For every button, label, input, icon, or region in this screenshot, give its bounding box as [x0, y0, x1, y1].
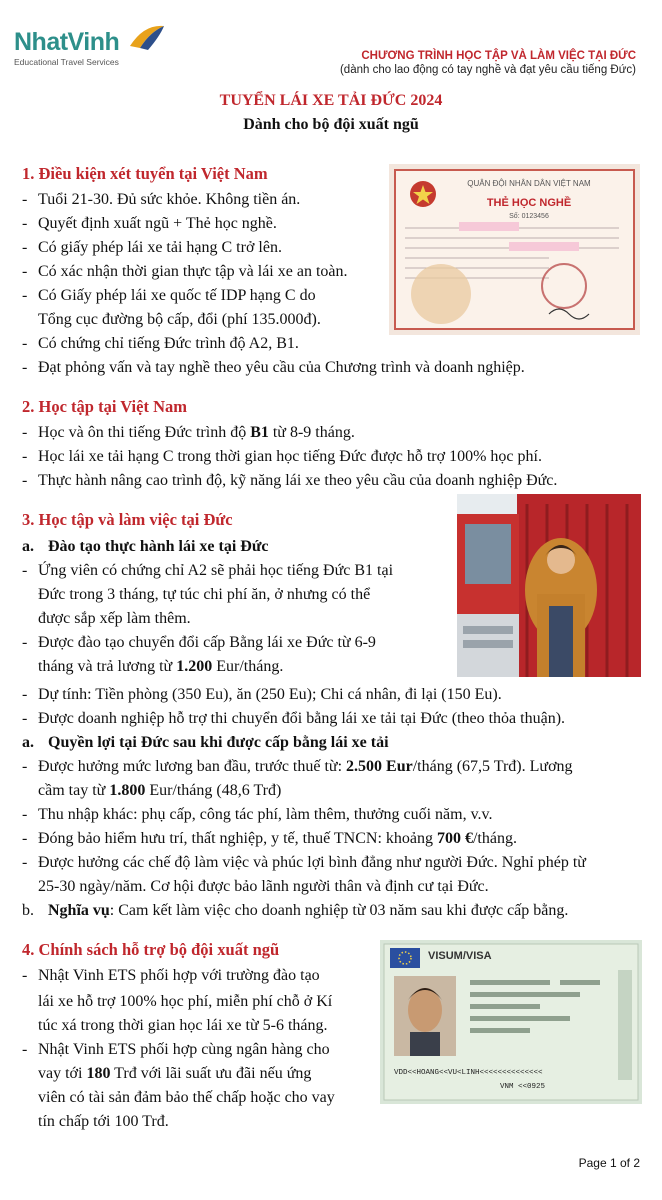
list-item-continuation: túc xá trong thời gian học lái xe từ 5-6 tháng. — [38, 1017, 328, 1034]
list-item: - Được đào tạo chuyển đổi cấp Bằng lái xe Đức từ 6-9 — [22, 634, 376, 651]
section-3-heading: 3. Học tập và làm việc tại Đức — [22, 510, 233, 529]
list-item: - Quyết định xuất ngũ + Thẻ học nghề. — [22, 215, 277, 232]
list-item: - Thực hành nâng cao trình độ, kỹ năng lái xe theo yêu cầu của doanh nghiệp Đức. — [22, 472, 558, 489]
section-2-heading: 2. Học tập tại Việt Nam — [22, 397, 187, 416]
subsection-b-heading: a. Quyền lợi tại Đức sau khi được cấp bằng lái xe tải — [22, 734, 389, 751]
list-item: - Ứng viên có chứng chỉ A2 sẽ phải học tiếng Đức B1 tại — [22, 562, 394, 579]
list-item-continuation: viên có tài sản đảm bảo thế chấp hoặc cho vay — [38, 1089, 335, 1106]
page-title: TUYỂN LÁI XE TẢI ĐỨC 2024 — [219, 92, 443, 109]
list-item: - Được hưởng các chế độ làm việc và phúc lợi bình đẳng như người Đức. Nghỉ phép từ — [22, 854, 586, 871]
list-item-continuation: Tổng cục đường bộ cấp, đổi (phí 135.000đ). — [38, 311, 321, 328]
list-item-continuation: lái xe hỗ trợ 100% học phí, miễn phí chỗ ở Kí — [38, 993, 333, 1010]
logo-swoosh-icon — [126, 22, 168, 52]
list-item: - Có chứng chỉ tiếng Đức trình độ A2, B1. — [22, 335, 299, 352]
page-subtitle: Dành cho bộ đội xuất ngũ — [243, 116, 419, 133]
list-item: - Được doanh nghiệp hỗ trợ thi chuyển đổi bằng lái xe tải tại Đức (theo thỏa thuận). — [22, 710, 566, 727]
list-item: - Có Giấy phép lái xe quốc tế IDP hạng C do — [22, 287, 316, 304]
visa-mrz-line-2: VNM <<0925 — [500, 1083, 546, 1091]
card-title: THẺ HỌC NGHỀ — [486, 197, 572, 209]
list-item: - Học và ôn thi tiếng Đức trình độ B1 từ 8-9 tháng. — [22, 424, 355, 441]
subsection-a-heading: a. Đào tạo thực hành lái xe tại Đức — [22, 538, 269, 555]
list-item-continuation: tháng và trả lương từ 1.200 Eur/tháng. — [38, 658, 284, 675]
list-item: - Nhật Vinh ETS phối hợp với trường đào tạo — [22, 967, 320, 984]
truck-driver-photo — [457, 494, 641, 677]
program-header — [340, 50, 636, 76]
list-item-continuation: được sắp xếp làm thêm. — [38, 610, 191, 627]
list-item: - Nhật Vinh ETS phối hợp cùng ngân hàng cho — [22, 1041, 330, 1058]
list-item-continuation: Đức trong 3 tháng, tự túc chi phí ăn, ở nhưng có thể — [38, 586, 371, 603]
list-item-continuation: vay tới 180 Trđ với lãi suất ưu đãi nếu ứng — [38, 1065, 312, 1082]
program-subtitle: (dành cho lao động có tay nghề và đạt yêu cầu tiếng Đức) — [339, 64, 636, 76]
list-item: - Đóng bảo hiểm hưu trí, thất nghiệp, y tế, thuế TNCN: khoảng 700 €/tháng. — [22, 830, 517, 847]
obligation-item: b. Nghĩa vụ: Cam kết làm việc cho doanh nghiệp từ 03 năm sau khi được cấp bằng. — [22, 902, 569, 919]
list-item-continuation: cầm tay từ 1.800 Eur/tháng (48,6 Trđ) — [38, 782, 282, 799]
list-item: - Đạt phỏng vấn và tay nghề theo yêu cầu của Chương trình và doanh nghiệp. — [22, 359, 525, 376]
list-item: - Dự tính: Tiền phòng (350 Eu), ăn (250 Eu); Chi cá nhân, đi lại (150 Eu). — [22, 686, 502, 703]
page-number: Page 1 of 2 — [578, 1156, 640, 1170]
section-4-heading: 4. Chính sách hỗ trợ bộ đội xuất ngũ — [22, 940, 280, 959]
visa-image — [380, 940, 642, 1104]
card-org: QUÂN ĐỘI NHÂN DÂN VIỆT NAM — [467, 179, 591, 188]
section-1-heading: 1. Điều kiện xét tuyển tại Việt Nam — [22, 164, 268, 183]
visa-label: VISUM/VISA — [428, 950, 492, 962]
logo-brand: NhatVinh — [14, 28, 120, 56]
list-item: - Thu nhập khác: phụ cấp, công tác phí, làm thêm, thưởng cuối năm, v.v. — [22, 806, 493, 823]
card-number: Số: 0123456 — [509, 213, 549, 220]
list-item-continuation: tín chấp tới 100 Trđ. — [38, 1113, 169, 1130]
list-item: - Tuổi 21-30. Đủ sức khỏe. Không tiền án. — [22, 191, 301, 208]
list-item: - Có xác nhận thời gian thực tập và lái xe an toàn. — [22, 263, 348, 280]
visa-mrz-line-1: VDD<<HOANG<<VU<LINH<<<<<<<<<<<<<< — [394, 1069, 543, 1077]
list-item: - Được hưởng mức lương ban đầu, trước thuế từ: 2.500 Eur/tháng (67,5 Trđ). Lương — [22, 758, 573, 775]
company-logo — [14, 30, 174, 86]
list-item: - Có giấy phép lái xe tải hạng C trở lên. — [22, 239, 282, 256]
list-item: - Học lái xe tải hạng C trong thời gian học tiếng Đức được hỗ trợ 100% học phí. — [22, 448, 542, 465]
list-item-continuation: 25-30 ngày/năm. Cơ hội được bảo lãnh người thân và định cư tại Đức. — [38, 878, 489, 895]
logo-subtitle: Educational Travel Services — [14, 57, 119, 67]
student-card-image — [389, 164, 640, 335]
program-title: CHƯƠNG TRÌNH HỌC TẬP VÀ LÀM VIỆC TẠI ĐỨC — [361, 50, 636, 62]
